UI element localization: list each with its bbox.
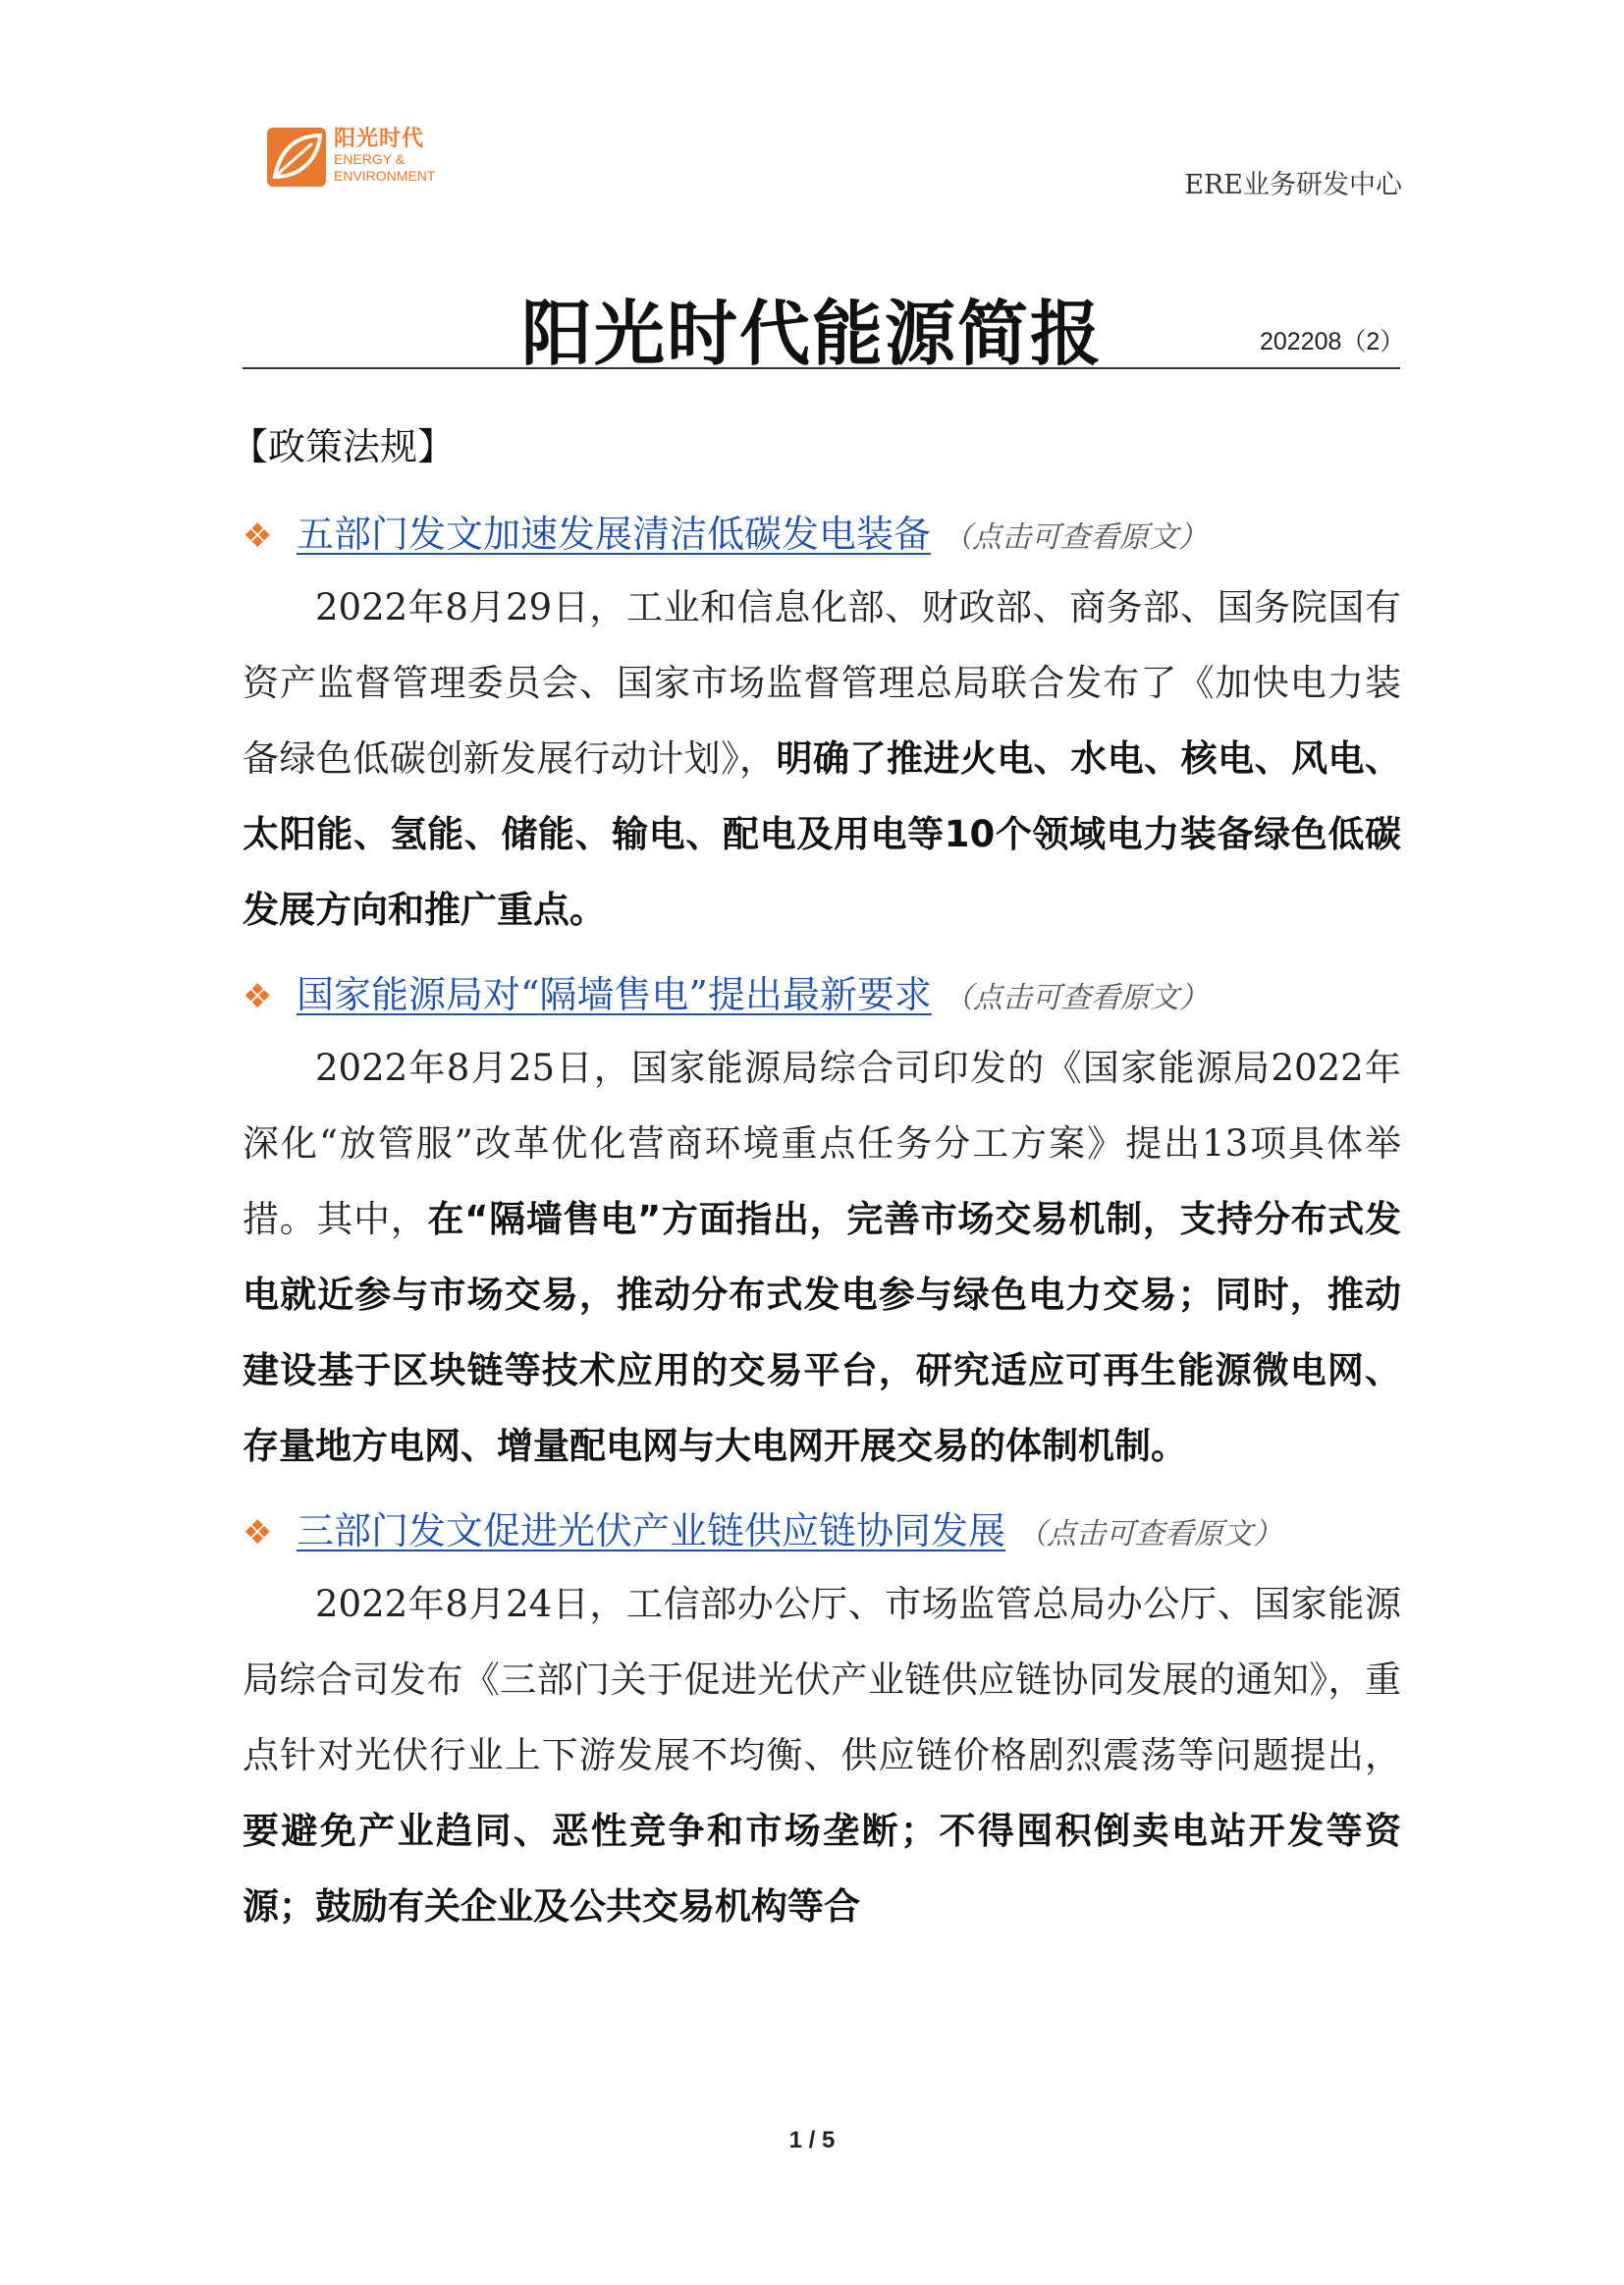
view-original-note: （点击可查看原文） — [943, 520, 1209, 555]
diamond-bullet-icon: ❖ — [243, 1513, 273, 1552]
news-body-highlight: 明确了推进火电、水电、核电、风电、太阳能、氢能、储能、输电、配电及用电等10个领域电力装备绿色低碳发展方向和推广重点。 — [243, 737, 1401, 931]
news-body-highlight: 在“隔墙售电”方面指出，完善市场交易机制，支持分布式发电就近参与市场交易，推动分布式发电参与绿色电力交易；同时，推动建设基于区块链等技术应用的交易平台，研究适应可再生能源微电网、存量地方电网、增量配电网与大电网开展交易的体制机制。 — [243, 1198, 1402, 1467]
newsletter-title: 阳光时代能源简报 — [520, 293, 1103, 375]
view-original-note: （点击可查看原文） — [1017, 1517, 1283, 1551]
issue-number: 202208（2） — [1260, 328, 1405, 355]
logo-english-line-1: ENERGY & — [334, 151, 406, 167]
news-title-link[interactable]: 五部门发文加速发展清洁低碳发电装备 — [297, 513, 932, 556]
news-item-header — [243, 499, 1401, 570]
news-body — [243, 1030, 1401, 1484]
company-logo — [267, 128, 435, 187]
news-item — [243, 1496, 1401, 1944]
news-title-link[interactable]: 三部门发文促进光伏产业链供应链协同发展 — [297, 1509, 1006, 1552]
news-body — [243, 1566, 1401, 1944]
logo-english-line-2: ENVIRONMENT — [334, 168, 436, 184]
logo-chinese-text: 阳光时代 — [334, 127, 425, 151]
news-item — [243, 959, 1401, 1484]
news-item — [243, 499, 1401, 948]
diamond-bullet-icon: ❖ — [243, 517, 273, 556]
news-list — [243, 499, 1401, 1956]
news-body-text: 2022年8月29日，工业和信息化部、财政部、商务部、国务院国有资产监督管理委员会、国家市场监督管理总局联合发布了《加快电力装备绿色低碳创新发展行动计划》， — [243, 586, 1401, 780]
title-divider — [243, 367, 1400, 369]
leaf-logo-icon — [267, 128, 326, 187]
news-body-highlight: 要避免产业趋同、恶性竞争和市场垄断；不得囤积倒卖电站开发等资源；鼓励有关企业及公共交易机构等合 — [243, 1810, 1401, 1928]
news-item-header — [243, 1496, 1401, 1566]
page-number: 1 / 5 — [788, 2127, 836, 2153]
news-title-link[interactable]: 国家能源局对“隔墙售电”提出最新要求 — [297, 973, 932, 1016]
news-body — [243, 570, 1401, 948]
news-item-header — [243, 959, 1401, 1030]
diamond-bullet-icon: ❖ — [243, 977, 273, 1016]
department-label: ERE业务研发中心 — [1184, 170, 1402, 200]
news-body-text: 2022年8月25日，国家能源局综合司印发的《国家能源局2022年深化“放管服”改革优化营商环境重点任务分工方案》提出13项具体举措。其中， — [243, 1047, 1401, 1240]
section-heading-policy: 【政策法规】 — [231, 425, 456, 468]
view-original-note: （点击可查看原文） — [943, 981, 1209, 1015]
news-body-text: 2022年8月24日，工信部办公厅、市场监管总局办公厅、国家能源局综合司发布《三部门关于促进光伏产业链供应链协同发展的通知》，重点针对光伏行业上下游发展不均衡、供应链价格剧烈震荡等问题提出， — [243, 1583, 1401, 1776]
